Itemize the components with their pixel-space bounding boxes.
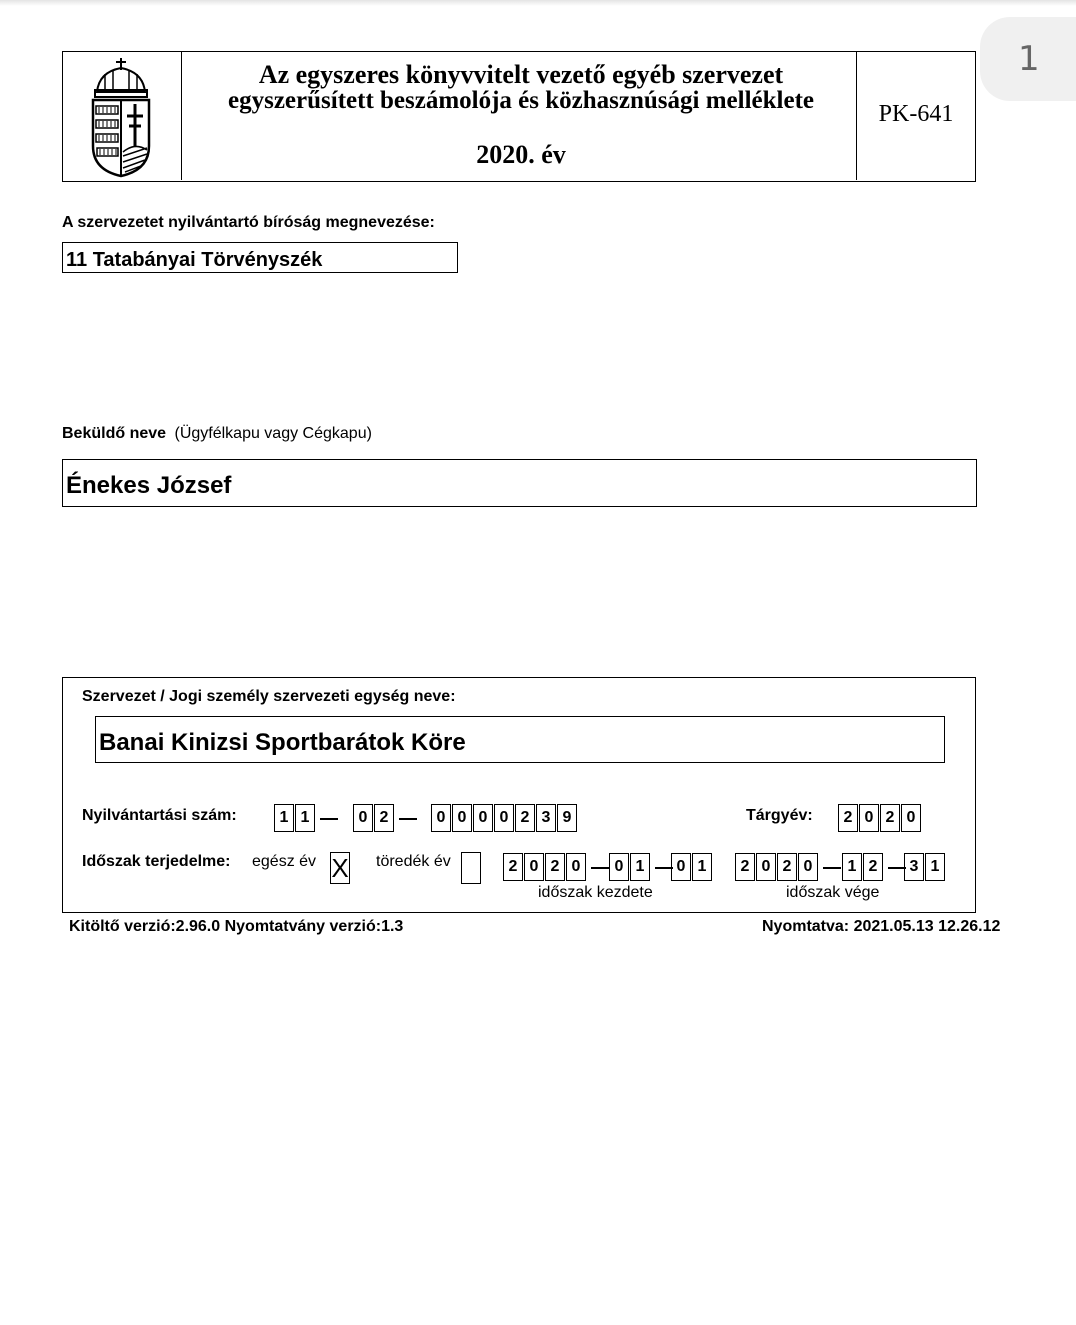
registration-number-digit[interactable]: 1	[295, 804, 315, 832]
subject-year-digit[interactable]: 0	[901, 804, 921, 832]
registration-number-digit[interactable]: 0	[494, 804, 514, 832]
period-end-digit[interactable]: 1	[842, 853, 862, 881]
registration-number-separator	[399, 818, 417, 820]
registration-number-digit[interactable]: 2	[374, 804, 394, 832]
period-end-digit[interactable]: 0	[798, 853, 818, 881]
print-timestamp: Nyomtatva: 2021.05.13 12.26.12	[762, 918, 1001, 935]
subject-year-label: Tárgyév:	[746, 807, 813, 824]
top-shadow	[0, 0, 1076, 6]
form-year: 2020. év	[476, 140, 566, 169]
period-start-digit[interactable]: 0	[566, 853, 586, 881]
form-title-line1: Az egyszeres könyvvitelt vezető egyéb szervezet	[258, 60, 784, 89]
registration-number-digit[interactable]: 9	[557, 804, 577, 832]
period-end-caption: időszak vége	[786, 884, 880, 901]
hungarian-coat-of-arms-icon	[87, 58, 155, 178]
registration-number-digit[interactable]: 0	[431, 804, 451, 832]
subject-year-digit[interactable]: 2	[838, 804, 858, 832]
period-start-digit[interactable]: 1	[692, 853, 712, 881]
form-code-cell	[856, 52, 975, 180]
organization-name-field[interactable]	[95, 716, 945, 763]
registration-number-label: Nyilvántartási szám:	[82, 807, 237, 824]
whole-year-checkbox[interactable]	[330, 852, 350, 884]
whole-year-label: egész év	[252, 853, 317, 870]
form-title	[183, 62, 859, 114]
period-end-digit[interactable]: 1	[925, 853, 945, 881]
period-start-digit[interactable]: 0	[671, 853, 691, 881]
period-start-caption: időszak kezdete	[538, 884, 653, 901]
page-number-badge	[980, 17, 1076, 101]
organization-name-value: Banai Kinizsi Sportbarátok Köre	[99, 729, 466, 756]
registration-number-digit[interactable]: 1	[274, 804, 294, 832]
registration-number-digit[interactable]: 0	[473, 804, 493, 832]
sender-note: (Ügyfélkapu vagy Cégkapu)	[174, 425, 372, 442]
form-code: PK-641	[878, 101, 954, 127]
registration-number-separator	[320, 818, 338, 820]
subject-year-digit[interactable]: 2	[880, 804, 900, 832]
period-end-digit[interactable]: 2	[863, 853, 883, 881]
period-start-digit[interactable]: 2	[545, 853, 565, 881]
period-start-digit[interactable]: 2	[503, 853, 523, 881]
partial-year-label: töredék év	[376, 853, 451, 870]
form-title-line2: egyszerűsített beszámolója és közhasznúsági melléklete	[228, 87, 814, 114]
period-end-separator	[823, 867, 841, 869]
form-header	[62, 51, 976, 182]
sender-field[interactable]	[62, 459, 977, 507]
version-info: Kitöltő verzió:2.96.0 Nyomtatvány verzió:1.3	[69, 918, 404, 935]
registration-number-digit[interactable]: 0	[452, 804, 472, 832]
page-number: 1	[1018, 39, 1040, 79]
organization-label: Szervezet / Jogi személy szervezeti egység neve:	[82, 688, 456, 705]
sender-label-text: Beküldő neve	[62, 425, 167, 442]
court-value: 11 Tatabányai Törvényszék	[66, 249, 323, 271]
logo-cell	[63, 52, 182, 180]
registration-number-digit[interactable]: 0	[353, 804, 373, 832]
partial-year-checkbox[interactable]	[461, 852, 481, 884]
period-end-digit[interactable]: 3	[904, 853, 924, 881]
period-start-digit[interactable]: 0	[524, 853, 544, 881]
period-start-digit[interactable]: 1	[630, 853, 650, 881]
registration-number-digit[interactable]: 3	[536, 804, 556, 832]
period-end-digit[interactable]: 2	[777, 853, 797, 881]
court-field[interactable]	[62, 242, 458, 273]
sender-value: Énekes József	[66, 472, 232, 499]
registration-number-digit[interactable]: 2	[515, 804, 535, 832]
sender-label	[62, 425, 372, 443]
court-label: A szervezetet nyilvántartó bíróság megnevezése:	[62, 214, 435, 231]
period-start-digit[interactable]: 0	[609, 853, 629, 881]
whole-year-mark: X	[331, 853, 349, 883]
period-end-digit[interactable]: 0	[756, 853, 776, 881]
period-start-separator	[591, 867, 609, 869]
period-end-digit[interactable]: 2	[735, 853, 755, 881]
period-label: Időszak terjedelme:	[82, 853, 231, 870]
subject-year-digit[interactable]: 0	[859, 804, 879, 832]
